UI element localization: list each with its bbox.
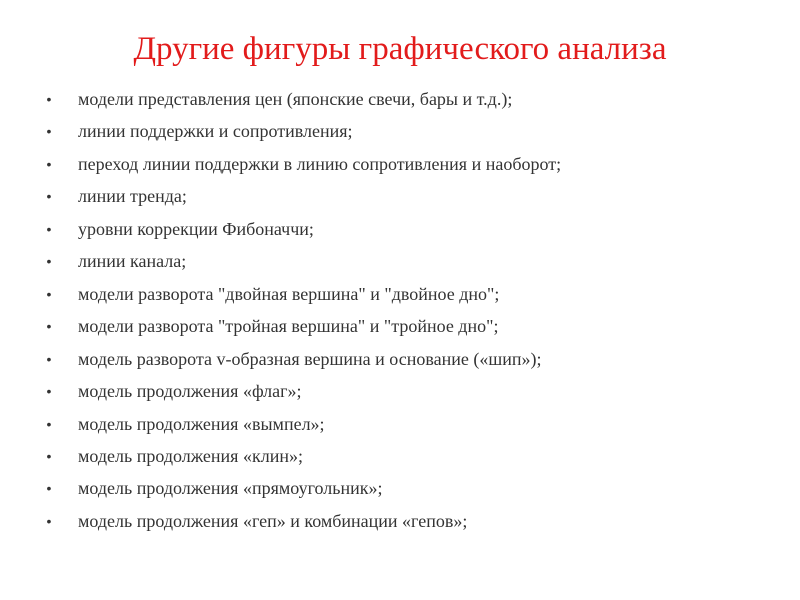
- list-item: [0, 375, 800, 407]
- list-item-text: переход линии поддержки в линию сопротивления и наоборот;: [78, 153, 562, 174]
- bullet-icon: •: [46, 91, 52, 107]
- list-item: [0, 440, 800, 472]
- list-item: [0, 180, 800, 212]
- list-item: [0, 148, 800, 180]
- list-item: [0, 115, 800, 147]
- list-item: [0, 408, 800, 440]
- bullet-icon: •: [46, 447, 52, 464]
- list-item: [0, 310, 800, 342]
- list-item: [0, 245, 800, 277]
- bullet-icon: •: [46, 318, 52, 335]
- bullet-icon: •: [46, 285, 52, 302]
- list-item-text: модель продолжения «вымпел»;: [78, 413, 325, 434]
- list-item: [0, 505, 800, 537]
- list-item-text: модели представления цен (японские свечи, бары и т.д.);: [78, 89, 513, 109]
- bullet-icon: •: [46, 123, 52, 140]
- bullet-icon: •: [46, 220, 52, 237]
- list-item-text: модель продолжения «флаг»;: [78, 381, 302, 402]
- list-item-text: линии канала;: [78, 251, 187, 272]
- bullet-icon: •: [46, 512, 52, 529]
- bullet-icon: •: [46, 155, 52, 172]
- slide-title: Другие фигуры графического анализа: [133, 31, 667, 67]
- list-item: [0, 278, 800, 310]
- list-item-text: модель продолжения «прямоугольник»;: [78, 478, 383, 499]
- bullet-icon: •: [46, 383, 52, 400]
- list-item: [0, 343, 800, 375]
- bullet-icon: •: [46, 188, 52, 205]
- list-item-text: уровни коррекции Фибоначчи;: [78, 218, 314, 239]
- list-item-text: модель продолжения «геп» и комбинации «гепов»;: [78, 510, 468, 531]
- list-item: [0, 472, 800, 504]
- list-item-text: линии поддержки и сопротивления;: [78, 121, 353, 142]
- bullet-icon: •: [46, 350, 52, 367]
- list-item-text: модели разворота "тройная вершина" и "тройное дно";: [78, 316, 499, 337]
- list-item: [0, 83, 800, 115]
- list-item: [0, 213, 800, 245]
- list-item-text: линии тренда;: [78, 186, 187, 207]
- list-item-text: модель разворота v-образная вершина и основание («шип»);: [78, 348, 542, 369]
- list-item-text: модели разворота "двойная вершина" и "двойное дно";: [78, 283, 500, 304]
- bullet-icon: •: [46, 480, 52, 497]
- bullet-list: [0, 83, 800, 537]
- bullet-icon: •: [46, 415, 52, 432]
- list-item-text: модель продолжения «клин»;: [78, 445, 303, 466]
- bullet-icon: •: [46, 253, 52, 270]
